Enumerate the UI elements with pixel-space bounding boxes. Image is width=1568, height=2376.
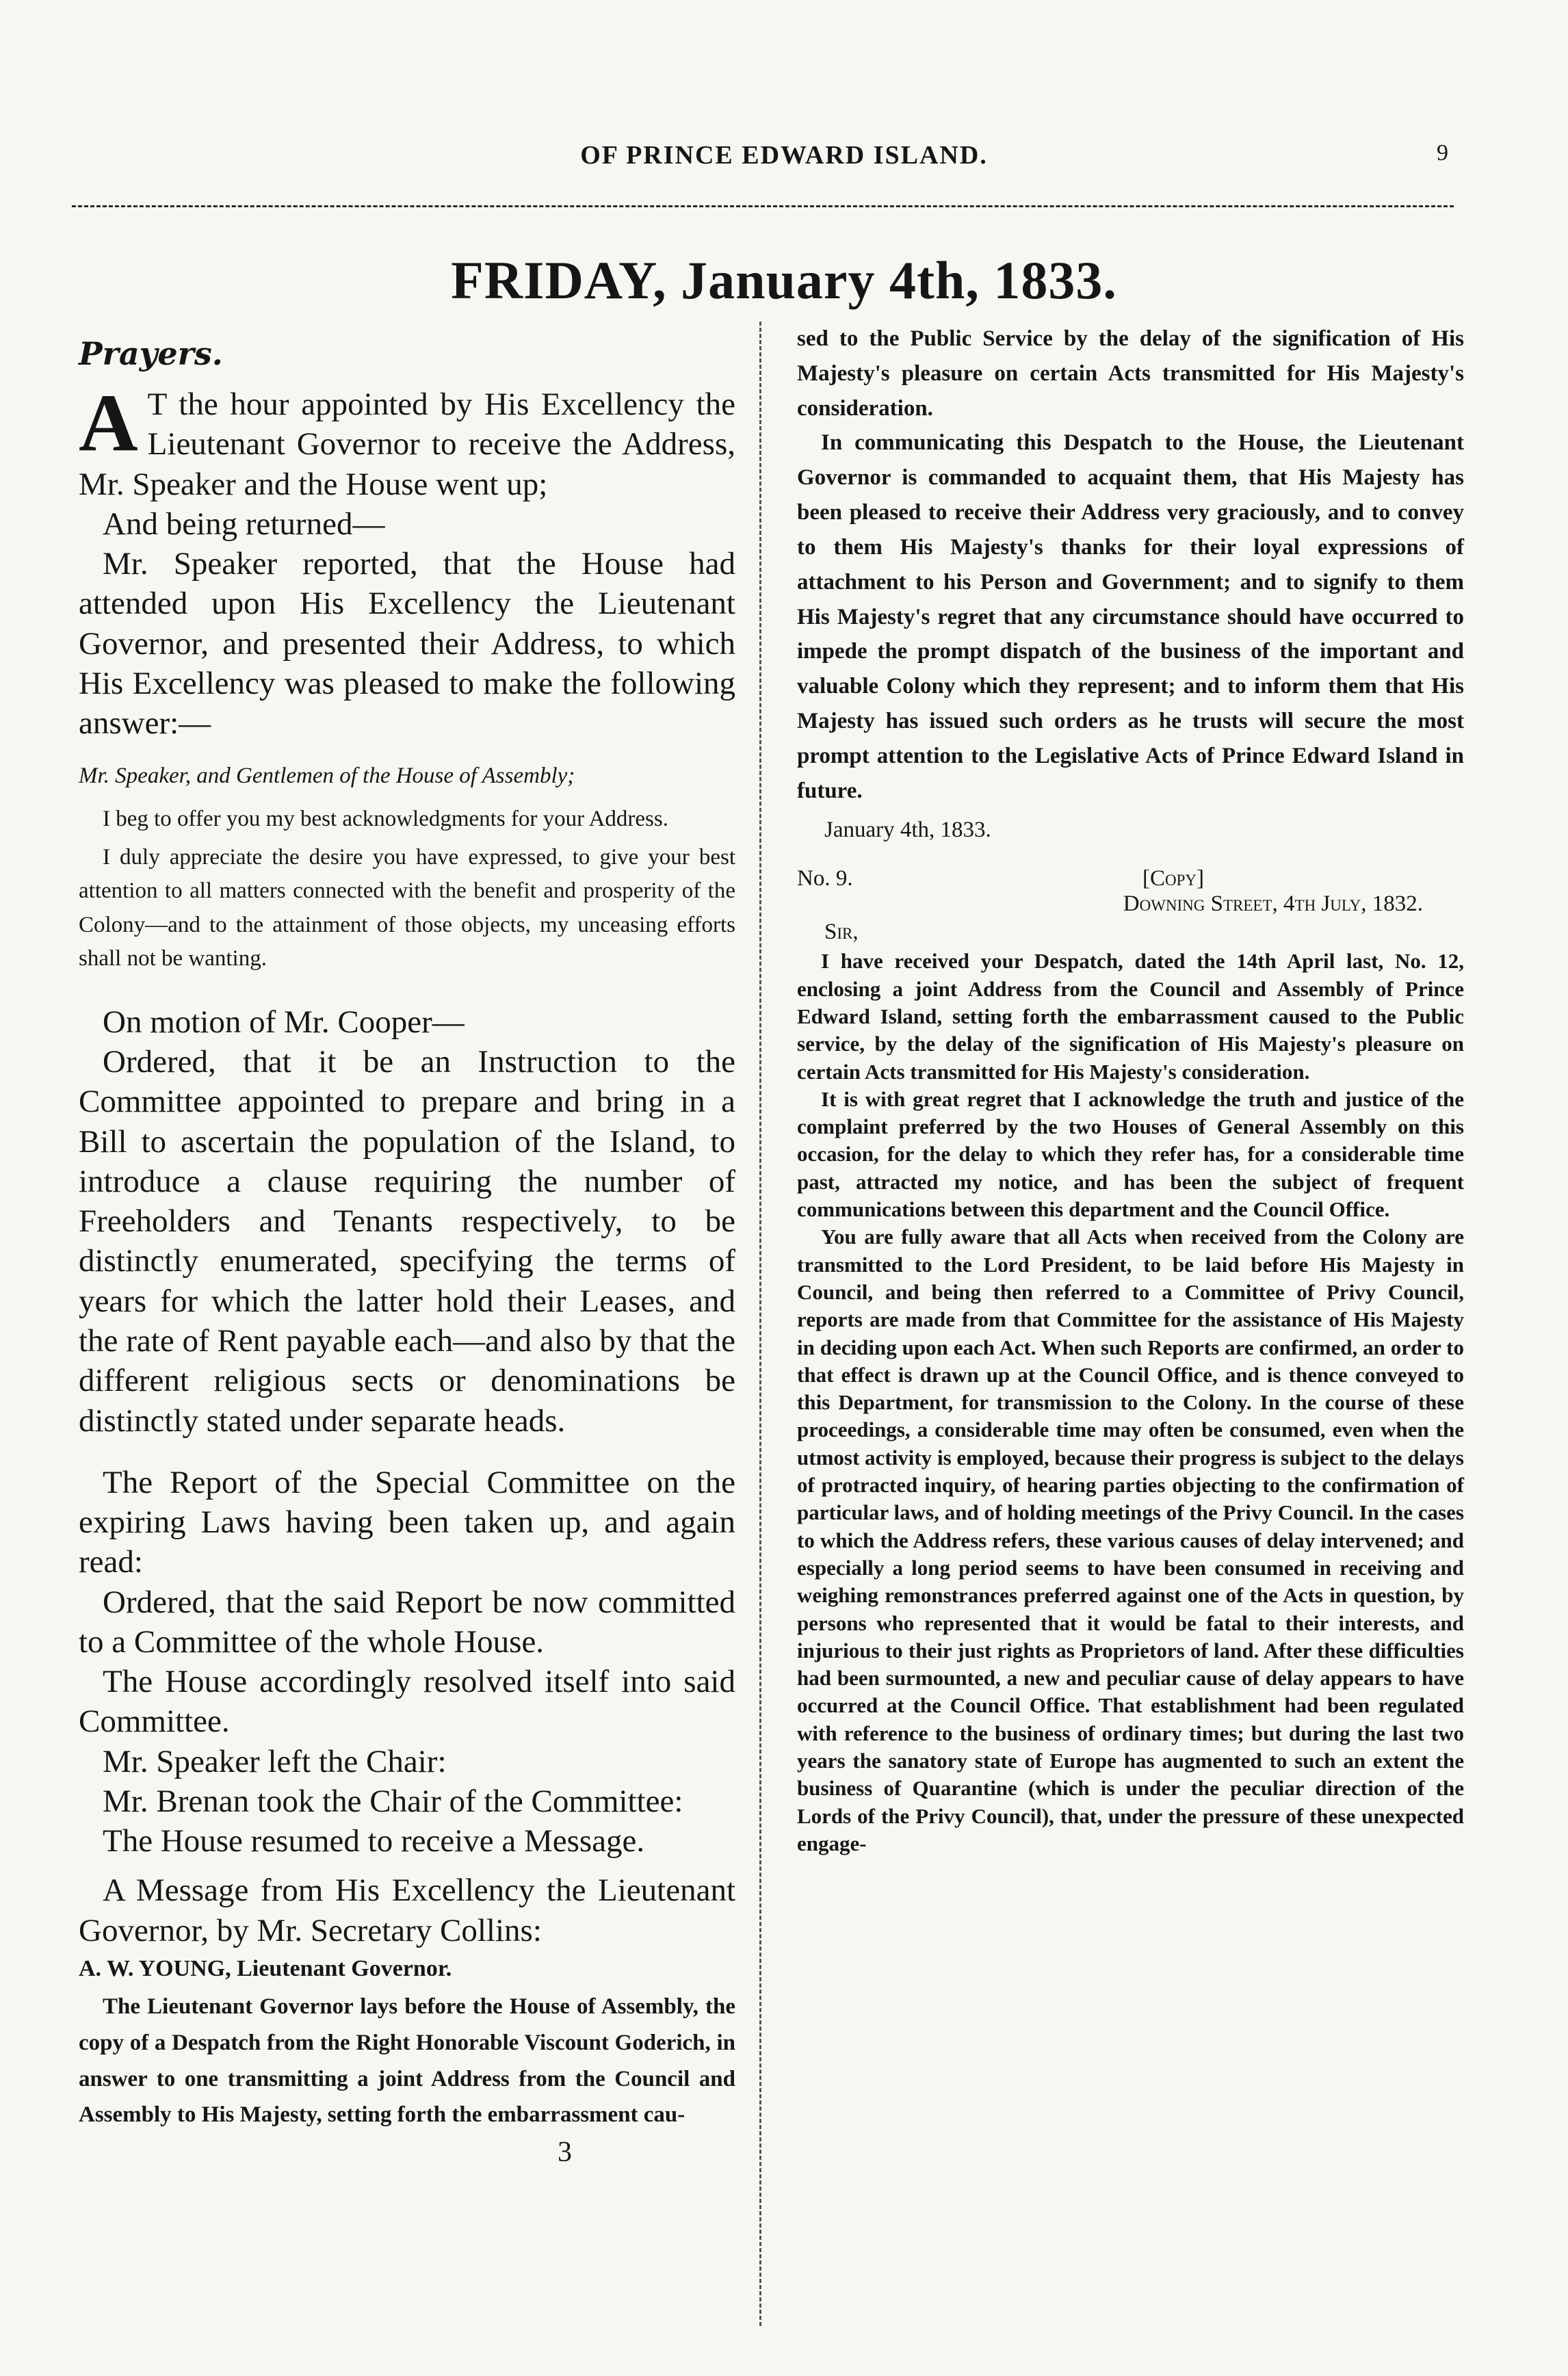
paragraph-speaker-reported: Mr. Speaker reported, that the House had attended upon His Excellency the Lieutenant Governor, and presented their Address, to which His Excellency was pleased to make the following answer:— [79, 546, 735, 742]
paragraph-resolved: The House accordingly resolved itself into said Committee. [79, 1664, 735, 1740]
message-continuation: sed to the Public Service by the delay of the signification of His Majesty's pleasure on certain Acts transmitted for His Majesty's consideration. [797, 326, 1464, 421]
despatch-salutation: Sir, [824, 919, 859, 945]
page-number: 9 [1437, 140, 1448, 166]
prayers-heading: Prayers. [79, 335, 223, 372]
paragraph-ordered-committed: Ordered, that the said Report be now committed to a Committee of the whole House. [79, 1584, 735, 1660]
paragraph-brenan-chair: Mr. Brenan took the Chair of the Committee: [103, 1783, 683, 1819]
despatch-address: Downing Street, 4th July, 1832. [1123, 891, 1423, 917]
message-date: January 4th, 1833. [824, 818, 991, 843]
paragraph-returned: And being returned— [103, 506, 385, 542]
answer-paragraph-1: I beg to offer you my best acknowledgments for your Address. [103, 807, 668, 832]
despatch-paragraph-3: You are fully aware that all Acts when received from the Colony are transmitted to the Lord President, to be laid before His Majesty in Council, and being then referred to a Committee of Privy Council, reports are made from that Committee for the assistance of His Majesty in deciding upon each Act. When such Reports are confirmed, an order to that effect is drawn up at the Council Office, and is thence conveyed to this Department, for transmission to the Colony. In the course of these proceedings, a considerable time may often be consumed, even when the utmost activity is employed, because their progress is subject to the delays of protracted inquiry, of hearing parties objecting to the confirmation of particular laws, and of holding meetings of the Privy Council. In the cases to which the Address refers, these various causes of delay intervened; and especially a long period seems to have been consumed in receiving and weighing remonstrances preferred against one of the Acts in question, by persons who represented that it would be fatal to their interests, and injurious to their just rights as Proprietors of land. After these difficulties had been surmounted, a new and peculiar cause of delay appears to have occurred at the Council Office. That establishment had been regulated with reference to the business of ordinary times; but during the last two years the sanatory state of Europe has augmented to such an extent the business of Quarantine (which is under the peculiar direction of the Lords of the Privy Council), that, under the pressure of these unexpected engage- [797, 1225, 1464, 1855]
running-title: OF PRINCE EDWARD ISLAND. [580, 141, 988, 170]
answer-salutation: Mr. Speaker, and Gentlemen of the House of Assembly; [79, 763, 575, 789]
signature-mark: 3 [558, 2137, 572, 2169]
despatch-paragraph-1: I have received your Despatch, dated the 14th April last, No. 12, enclosing a joint Address from the Council and Assembly of Prince Edward Island, setting forth the embarrassment caused to the Public service, by the delay of the signification of His Majesty's pleasure on certain Acts transmitted for His Majesty's consideration. [797, 949, 1464, 1084]
paragraph-message: A Message from His Excellency the Lieutenant Governor, by Mr. Secretary Collins: [79, 1872, 735, 1948]
despatch-header [797, 866, 1464, 891]
paragraph-report: The Report of the Special Committee on the expiring Laws having been taken up, and again read: [79, 1464, 735, 1580]
paragraph-speaker-left: Mr. Speaker left the Chair: [103, 1743, 447, 1779]
despatch-number: No. 9. [797, 866, 853, 891]
message-communication: In communicating this Despatch to the House, the Lieutenant Governor is commanded to acquaint them, that His Majesty has been pleased to receive their Address very graciously, and to convey to them His Majesty's thanks for their loyal expressions of attachment to his Person and Government; and to signify to them His Majesty's regret that any circumstance should have occurred to impede the prompt dispatch of the business of the important and valuable Colony which they represent; and to inform them that His Majesty has issued such orders as he trusts will secure the most prompt attention to the Legislative Acts of Prince Edward Island in future. [797, 430, 1464, 803]
column-divider [759, 322, 761, 2326]
right-column [797, 322, 1464, 1857]
date-heading: FRIDAY, January 4th, 1833. [451, 250, 1117, 310]
answer-paragraph-2: I duly appreciate the desire you have expressed, to give your best attention to all matters connected with the benefit and prosperity of the Colony—and to the attainment of those objects, my unceasing efforts shall not be wanting. [79, 844, 735, 971]
header-rule [72, 205, 1454, 207]
paragraph-ordered-instruction: Ordered, that it be an Instruction to the Committee appointed to prepare and bring in a Bill to ascertain the population of the Island, to introduce a clause requiring the number of Freeholders and Tenants respectively, to be distinctly enumerated, specifying the terms of years for which the latter hold their Leases, and the rate of Rent payable each—and also by that the different religious sects or denominations be distinctly stated under separate heads. [79, 1044, 735, 1439]
paragraph-attendance [79, 377, 735, 504]
left-column [79, 328, 735, 2169]
governor-message: The Lieutenant Governor lays before the House of Assembly, the copy of a Despatch from the Right Honorable Viscount Goderich, in answer to one transmitting a joint Address from the Council and Assembly to His Majesty, setting forth the embarrassment cau- [79, 1994, 735, 2128]
paragraph-attendance-text: T the hour appointed by His Excellency the Lieutenant Governor to receive the Address, Mr. Speaker and the House went up; [79, 387, 735, 502]
governor-signature: A. W. YOUNG, Lieutenant Governor. [79, 1956, 452, 1981]
paragraph-motion: On motion of Mr. Cooper— [103, 1004, 465, 1040]
paragraph-house-resumed: The House resumed to receive a Message. [103, 1823, 645, 1859]
despatch-paragraph-2: It is with great regret that I acknowledge the truth and justice of the complaint preferred by the two Houses of General Assembly on this occasion, for the delay to which they refer has, for a considerable time past, attracted my notice, and has been the subject of frequent communications between this department and the Council Office. [797, 1086, 1464, 1222]
copy-label: [Copy] [1142, 866, 1204, 891]
drop-cap: A [79, 377, 138, 468]
